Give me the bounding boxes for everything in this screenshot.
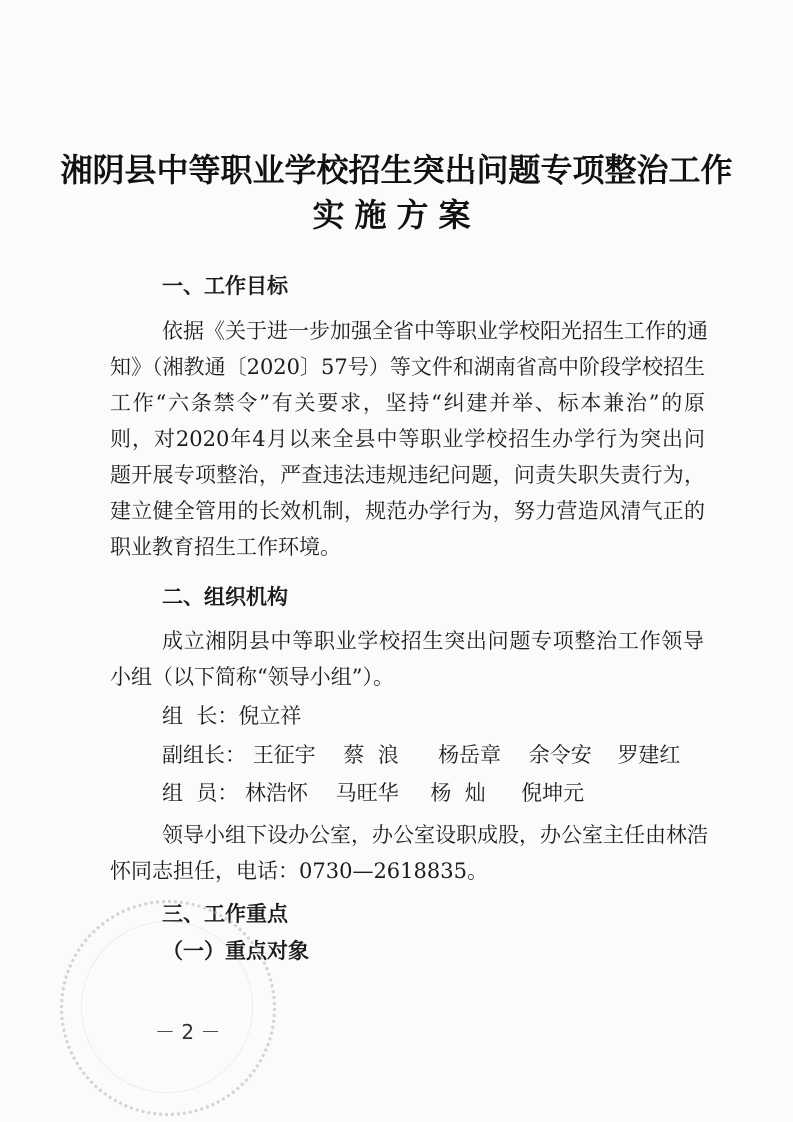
document-title-line1: 湘阴县中等职业学校招生突出问题专项整治工作: [60, 151, 733, 189]
section-heading-organization: 二、组织机构: [162, 584, 288, 609]
deputy-name: 杨岳章: [438, 743, 502, 767]
member-row: [162, 780, 584, 806]
deputy-row: [162, 742, 680, 768]
section-heading-priorities: 三、工作重点: [162, 901, 288, 926]
page-number: － 2 －: [155, 1020, 221, 1044]
member-name: 杨 灿: [430, 781, 486, 805]
deputy-name: 蔡 浪: [343, 743, 399, 767]
leader-name: 倪立祥: [238, 704, 302, 728]
deputy-name: 余令安: [528, 743, 592, 767]
paragraph-line: 题开展专项整治，严查违法违规违纪问题，问责失职失责行为，: [110, 463, 705, 487]
member-name: 倪坤元: [521, 781, 585, 805]
document-title-line2: 实施方案: [312, 196, 481, 234]
paragraph-line: 工作“六条禁令”有关要求，坚持“纠建并举、标本兼治”的原: [110, 391, 705, 415]
paragraph-line: 则，对2020年4月以来全县中等职业学校招生办学行为突出问: [110, 427, 705, 451]
official-seal-watermark: [60, 900, 276, 1116]
paragraph-line: 小组（以下简称“领导小组”）。: [110, 665, 394, 689]
leader-row: [162, 703, 301, 729]
member-name: 马旺华: [335, 781, 399, 805]
leader-label: 组 长：: [162, 704, 239, 728]
member-name: 林浩怀: [245, 781, 309, 805]
paragraph-line: 依据《关于进一步加强全省中等职业学校阳光招生工作的通: [162, 319, 708, 343]
subsection-heading-targets: （一）重点对象: [162, 938, 309, 963]
section-heading-goals: 一、工作目标: [162, 273, 288, 298]
paragraph-line: 建立健全管用的长效机制，规范办学行为，努力营造风清气正的: [110, 499, 705, 523]
deputy-label: 副组长：: [162, 743, 246, 767]
deputy-name: 罗建红: [617, 743, 681, 767]
deputy-name: 王征宇: [252, 743, 316, 767]
paragraph-line: 成立湘阴县中等职业学校招生突出问题专项整治工作领导: [162, 629, 704, 653]
paragraph-line: 知》（湘教通〔2020〕57号）等文件和湖南省高中阶段学校招生: [110, 355, 705, 379]
paragraph-line: 职业教育招生工作环境。: [110, 535, 341, 559]
member-label: 组 员：: [162, 781, 239, 805]
paragraph-line: 领导小组下设办公室，办公室设职成股，办公室主任由林浩: [162, 823, 708, 847]
paragraph-line: 怀同志担任，电话：0730—2618835。: [110, 859, 488, 883]
